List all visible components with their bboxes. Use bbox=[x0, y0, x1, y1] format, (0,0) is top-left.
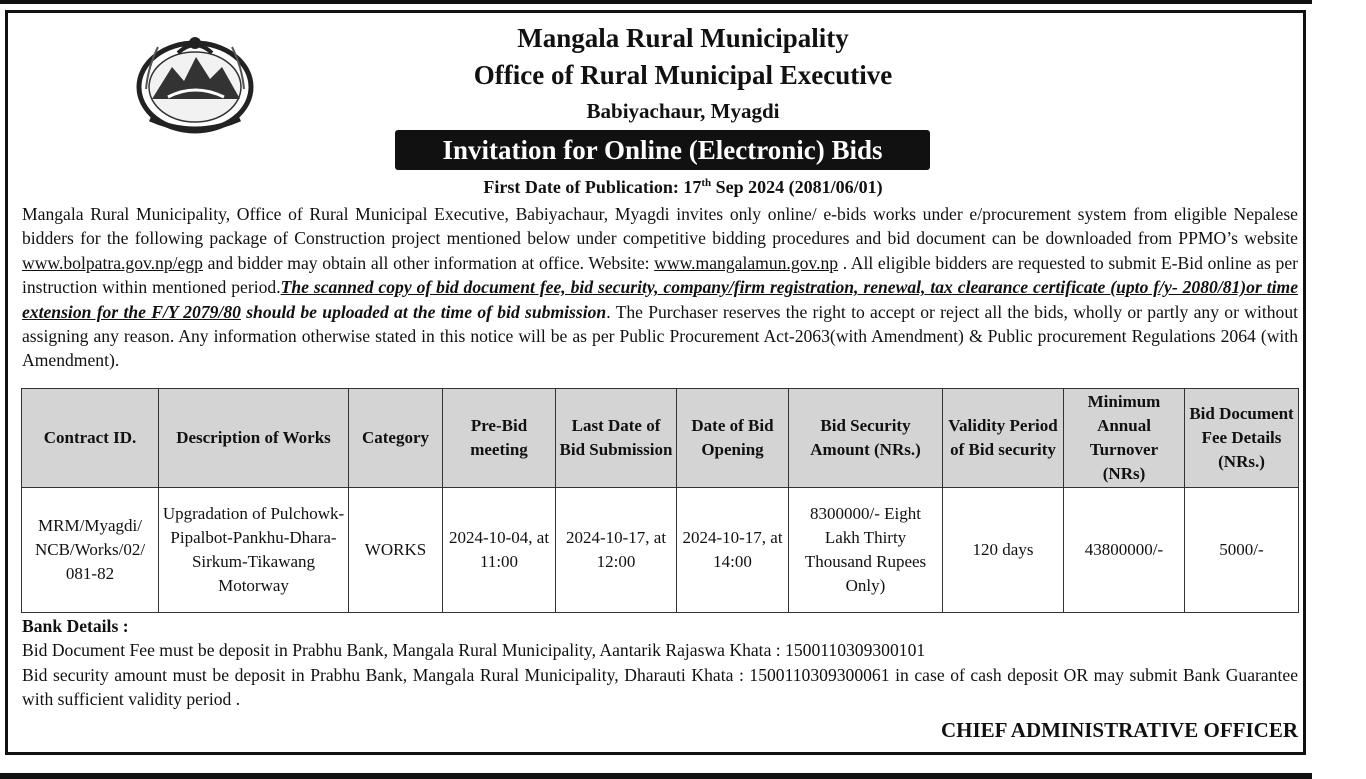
header-pre-bid: Pre-Bid meeting bbox=[443, 389, 556, 488]
office-location: Babiyachaur, Myagdi bbox=[586, 99, 780, 123]
bank-details bbox=[22, 614, 1298, 712]
cell-doc-fee: 5000/- bbox=[1185, 488, 1299, 613]
header-turnover: Minimum Annual Turnover (NRs) bbox=[1064, 389, 1185, 488]
header-validity: Validity Period of Bid security bbox=[943, 389, 1064, 488]
bolpatra-link[interactable]: www.bolpatra.gov.np/egp bbox=[22, 252, 203, 273]
notice-body bbox=[22, 202, 1298, 373]
cell-opening-date: 2024-10-17, at 14:00 bbox=[677, 488, 789, 613]
cell-pre-bid: 2024-10-04, at 11:00 bbox=[443, 488, 556, 613]
notice-emphasis-underlined: The scanned copy of bid document fee, bid security, company/firm registration, renewal, tax clearance certificate (upto f/y- 2080/81)or time extension for the F/Y 2079/80 bbox=[22, 277, 1298, 322]
notice-text-4: . The Purchaser reserves the right to accept or reject all the bids, wholly or partly any or without assigning any reason. Any information otherwise stated in this notice will be as per Public Procurement Act-2063(with Amendment) & Public procurement Regulations 2064 (with Amendment). bbox=[22, 301, 1299, 371]
bank-details-heading: Bank Details : bbox=[22, 616, 129, 636]
cell-last-date: 2024-10-17, at 12:00 bbox=[556, 488, 677, 613]
notice-title-banner: Invitation for Online (Electronic) Bids bbox=[395, 130, 930, 170]
top-rule bbox=[0, 0, 1312, 4]
header-doc-fee: Bid Document Fee Details (NRs.) bbox=[1185, 389, 1299, 488]
bid-table bbox=[21, 388, 1299, 613]
pub-date-suffix: Sep 2024 (2081/06/01) bbox=[711, 177, 883, 197]
header-bid-security: Bid Security Amount (NRs.) bbox=[789, 389, 943, 488]
header-description: Description of Works bbox=[159, 389, 349, 488]
municipality-name: Mangala Rural Municipality bbox=[517, 23, 849, 53]
pub-date-prefix: First Date of Publication: 17 bbox=[483, 177, 702, 197]
cell-category: WORKS bbox=[349, 488, 443, 613]
signatory: CHIEF ADMINISTRATIVE OFFICER bbox=[940, 718, 1298, 742]
bottom-rule bbox=[0, 773, 1312, 779]
cell-turnover: 43800000/- bbox=[1064, 488, 1185, 613]
municipality-website-link[interactable]: www.mangalamun.gov.np bbox=[654, 252, 839, 273]
header-contract-id: Contract ID. bbox=[22, 389, 159, 488]
bank-doc-fee-line: Bid Document Fee must be deposit in Prabhu Bank, Mangala Rural Municipality, Aantarik Rajaswa Khata : 1500110309300101 bbox=[22, 640, 926, 661]
cell-contract-id: MRM/Myagdi/ NCB/Works/02/ 081-82 bbox=[22, 488, 159, 613]
bank-security-line: Bid security amount must be deposit in Prabhu Bank, Mangala Rural Municipality, Dharauti Khata : 1500110309300061 in case of cash deposit OR may submit Bank Guarantee with sufficient validity period . bbox=[22, 664, 1298, 710]
notice-emphasis: should be uploaded at the time of bid submission bbox=[240, 301, 607, 322]
notice-text-2: and bidder may obtain all other information at office. Website: bbox=[202, 252, 655, 273]
header-opening-date: Date of Bid Opening bbox=[677, 389, 789, 488]
publication-date bbox=[0, 177, 1366, 198]
header-last-date: Last Date of Bid Submission bbox=[556, 389, 677, 488]
header-category: Category bbox=[349, 389, 443, 488]
notice-text-1: Mangala Rural Municipality, Office of Rural Municipal Executive, Babiyachaur, Myagdi invites only online/ e-bids works under e/procurement system from eligible Nepalese bidders for the following package of Construction project mentioned below under competitive bidding procedures and bid document can be downloaded from PPMO’s website bbox=[22, 204, 1298, 249]
cell-bid-security: 8300000/- Eight Lakh Thirty Thousand Rupees Only) bbox=[789, 488, 943, 613]
office-name: Office of Rural Municipal Executive bbox=[473, 60, 893, 90]
notice-text-3: . All eligible bidders are requested to submit E-Bid online as per instruction within mentioned period. bbox=[22, 252, 1298, 298]
table-row bbox=[22, 488, 1299, 613]
cell-description: Upgradation of Pulchowk-Pipalbot-Pankhu-Dhara-Sirkum-Tikawang Motorway bbox=[159, 488, 349, 613]
table-header-row bbox=[22, 389, 1299, 488]
pub-date-sup: th bbox=[701, 177, 712, 189]
cell-validity: 120 days bbox=[943, 488, 1064, 613]
